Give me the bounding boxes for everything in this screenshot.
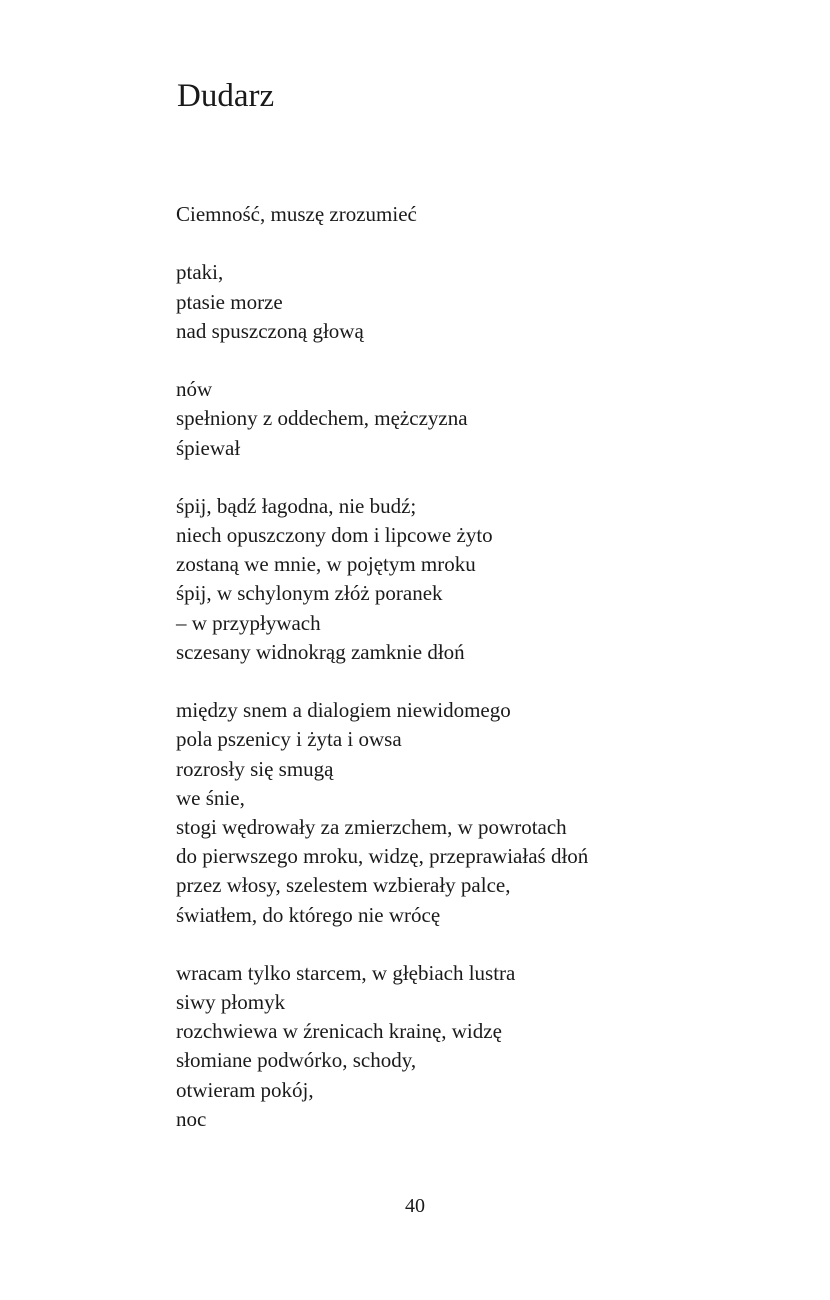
poem-line: spełniony z oddechem, mężczyzna <box>176 406 468 431</box>
poem-line: śpiewał <box>176 435 241 460</box>
poem-line: we śnie, <box>176 785 245 810</box>
poem-line: rozchwiewa w źrenicach krainę, widzę <box>176 1019 502 1044</box>
poem-line: słomiane podwórko, schody, <box>176 1048 417 1073</box>
stanza-break <box>176 463 776 492</box>
poem-line: rozrosły się smugą <box>176 756 334 781</box>
poem-title: Dudarz <box>177 78 275 114</box>
poem-line: otwieram pokój, <box>176 1077 314 1102</box>
poem-line: stogi wędrowały za zmierzchem, w powrotach <box>176 814 567 839</box>
poem-line: – w przypływach <box>176 610 321 635</box>
poem-line: ptaki, <box>176 260 224 285</box>
stanza-break <box>176 930 776 959</box>
poem-body <box>176 200 776 1134</box>
poem-line: niech opuszczony dom i lipcowe żyto <box>176 523 493 548</box>
poem-line: ptasie morze <box>176 289 283 314</box>
poem-line: Ciemność, muszę zrozumieć <box>176 202 417 226</box>
poem-line: nów <box>176 377 213 402</box>
poem-line: światłem, do którego nie wrócę <box>176 902 441 927</box>
poem-line: siwy płomyk <box>176 990 286 1015</box>
poem-line: przez włosy, szelestem wzbierały palce, <box>176 873 511 898</box>
stanza-break <box>176 229 776 258</box>
poem-line: śpij, bądź łagodna, nie budź; <box>176 493 417 518</box>
poem-line: do pierwszego mroku, widzę, przeprawiałaś dłoń <box>176 844 589 869</box>
poem-line: noc <box>176 1106 207 1131</box>
stanza-break <box>176 667 776 696</box>
poem-line: sczesany widnokrąg zamknie dłoń <box>176 639 465 664</box>
poem-line: śpij, w schylonym złóż poranek <box>176 581 443 606</box>
poem-line: pola pszenicy i żyta i owsa <box>176 727 402 752</box>
poem-line: nad spuszczoną głową <box>176 318 364 343</box>
poem-line: między snem a dialogiem niewidomego <box>176 698 511 723</box>
poem-line: wracam tylko starcem, w głębiach lustra <box>176 960 516 985</box>
poem-line: zostaną we mnie, w pojętym mroku <box>176 552 476 577</box>
stanza-break <box>176 346 776 375</box>
page-number: 40 <box>405 1195 425 1217</box>
